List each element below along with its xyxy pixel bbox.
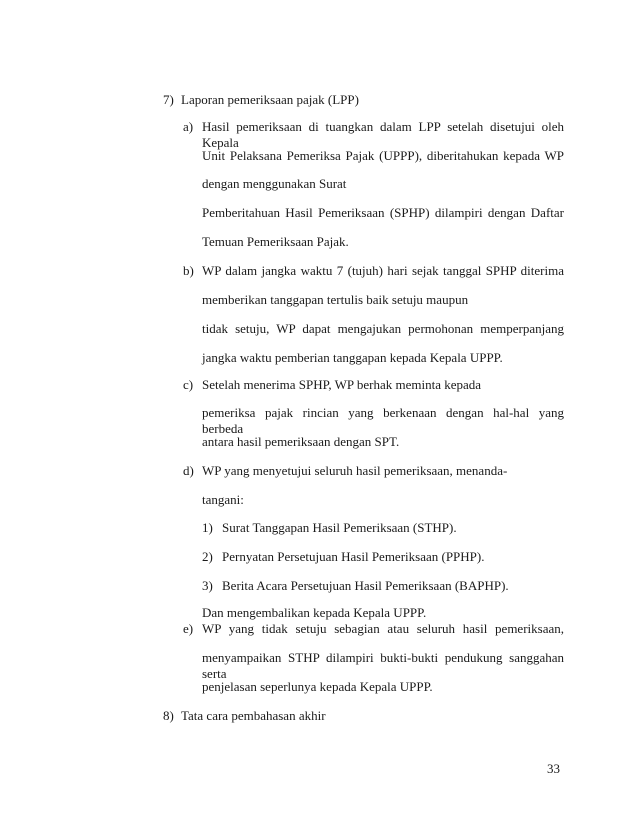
item-a-label: a) [183, 119, 194, 134]
item-e-line-1: WP yang tidak setuju sebagian atau seluruh hasil pemeriksaan, [202, 621, 564, 636]
item-d-sub-3-number: 3) [202, 578, 213, 593]
item-b-line-3: tidak setuju, WP dapat mengajukan permohonan memperpanjang [202, 321, 564, 336]
item-c-line-1: Setelah menerima SPHP, WP berhak meminta kepada [202, 377, 482, 392]
item-d-sub-2-text: Pernyatan Persetujuan Hasil Pemeriksaan (PPHP). [222, 549, 485, 564]
item-c-label: c) [183, 377, 194, 392]
item-b-line-1: WP dalam jangka waktu 7 (tujuh) hari sejak tanggal SPHP diterima [202, 263, 564, 278]
item-a-line-2: Unit Pelaksana Pemeriksa Pajak (UPPP), diberitahukan kepada WP [202, 148, 564, 163]
item-e-line-2: menyampaikan STHP dilampiri bukti-bukti pendukung sanggahan serta [202, 650, 564, 681]
item-7-title: Laporan pemeriksaan pajak (LPP) [181, 92, 359, 107]
item-8-number: 8) [163, 708, 174, 723]
item-b-label: b) [183, 263, 194, 278]
item-b-line-4: jangka waktu pemberian tanggapan kepada Kepala UPPP. [202, 350, 503, 365]
item-d-sub-3-text: Berita Acara Persetujuan Hasil Pemeriksaan (BAPHP). [222, 578, 509, 593]
item-d-line-3: Dan mengembalikan kepada Kepala UPPP. [202, 605, 427, 620]
item-d-sub-1-number: 1) [202, 520, 213, 535]
item-8-title: Tata cara pembahasan akhir [181, 708, 326, 723]
item-d-sub-2-number: 2) [202, 549, 213, 564]
item-d-label: d) [183, 463, 194, 478]
page-number: 33 [547, 761, 560, 776]
item-d-line-2: tangani: [202, 492, 244, 507]
item-b-line-2: memberikan tanggapan tertulis baik setuju maupun [202, 292, 469, 307]
item-e-label: e) [183, 621, 194, 636]
item-a-line-3: dengan menggunakan Surat [202, 176, 347, 191]
item-7-number: 7) [163, 92, 174, 107]
item-a-line-4: Pemberitahuan Hasil Pemeriksaan (SPHP) dilampiri dengan Daftar [202, 205, 564, 220]
item-d-sub-1-text: Surat Tanggapan Hasil Pemeriksaan (STHP). [222, 520, 457, 535]
item-c-line-2: pemeriksa pajak rincian yang berkenaan dengan hal-hal yang berbeda [202, 405, 564, 436]
item-d-line-1: WP yang menyetujui seluruh hasil pemeriksaan, menanda- [202, 463, 508, 478]
item-e-line-3: penjelasan seperlunya kepada Kepala UPPP. [202, 679, 433, 694]
item-a-line-5: Temuan Pemeriksaan Pajak. [202, 234, 349, 249]
item-a-line-1: Hasil pemeriksaan di tuangkan dalam LPP setelah disetujui oleh Kepala [202, 119, 564, 150]
item-c-line-3: antara hasil pemeriksaan dengan SPT. [202, 434, 400, 449]
